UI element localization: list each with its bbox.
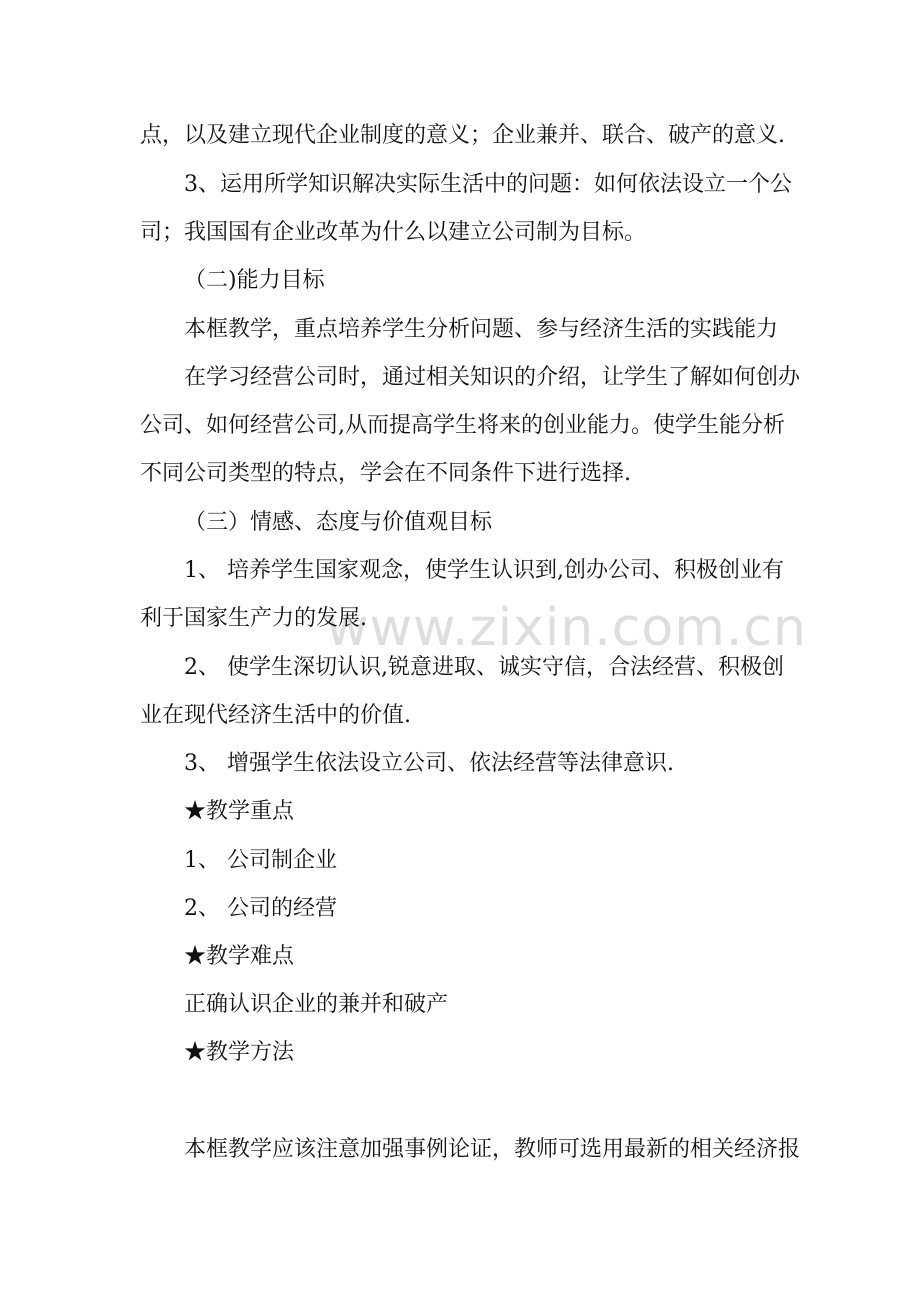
section-heading: ★教学难点 [184,944,295,969]
section-heading: （三）情感、态度与价值观目标 [184,510,493,535]
list-item: 1、 培养学生国家观念，使学生认识到,创办公司、积极创业有 [184,558,784,583]
list-item: 2、 使学生深切认识,锐意进取、诚实守信，合法经营、积极创 [184,655,784,680]
section-heading: （二)能力目标 [184,268,325,293]
paragraph-line: 利于国家生产力的发展. [140,606,367,631]
paragraph-line: 点，以及建立现代企业制度的意义；企业兼并、联合、破产的意义. [140,123,785,148]
list-item: 1、 公司制企业 [184,848,337,873]
paragraph-line: 在学习经营公司时，通过相关知识的介绍，让学生了解如何创办 [184,365,801,390]
paragraph-line: 正确认识企业的兼并和破产 [184,992,449,1017]
list-item: 3、 增强学生依法设立公司、依法经营等法律意识. [184,751,674,776]
paragraph-line: 司；我国国有企业改革为什么以建立公司制为目标。 [140,220,647,245]
paragraph-line: 本框教学，重点培养学生分析问题、参与经济生活的实践能力 [184,317,779,342]
paragraph-line: 不同公司类型的特点，学会在不同条件下进行选择. [140,461,631,486]
list-item: 2、 公司的经营 [184,896,337,921]
paragraph-line: 业在现代经济生活中的价值. [140,703,411,728]
section-heading: ★教学方法 [184,1040,295,1065]
paragraph-line: 本框教学应该注意加强事例论证，教师可选用最新的相关经济报 [184,1137,801,1162]
section-heading: ★教学重点 [184,799,295,824]
paragraph-line: 3、运用所学知识解决实际生活中的问题：如何依法设立一个公 [184,172,792,197]
watermark: www.zixin.com.cn [326,598,807,658]
paragraph-line: 公司、如何经营公司,从而提高学生将来的创业能力。使学生能分析 [140,413,785,438]
